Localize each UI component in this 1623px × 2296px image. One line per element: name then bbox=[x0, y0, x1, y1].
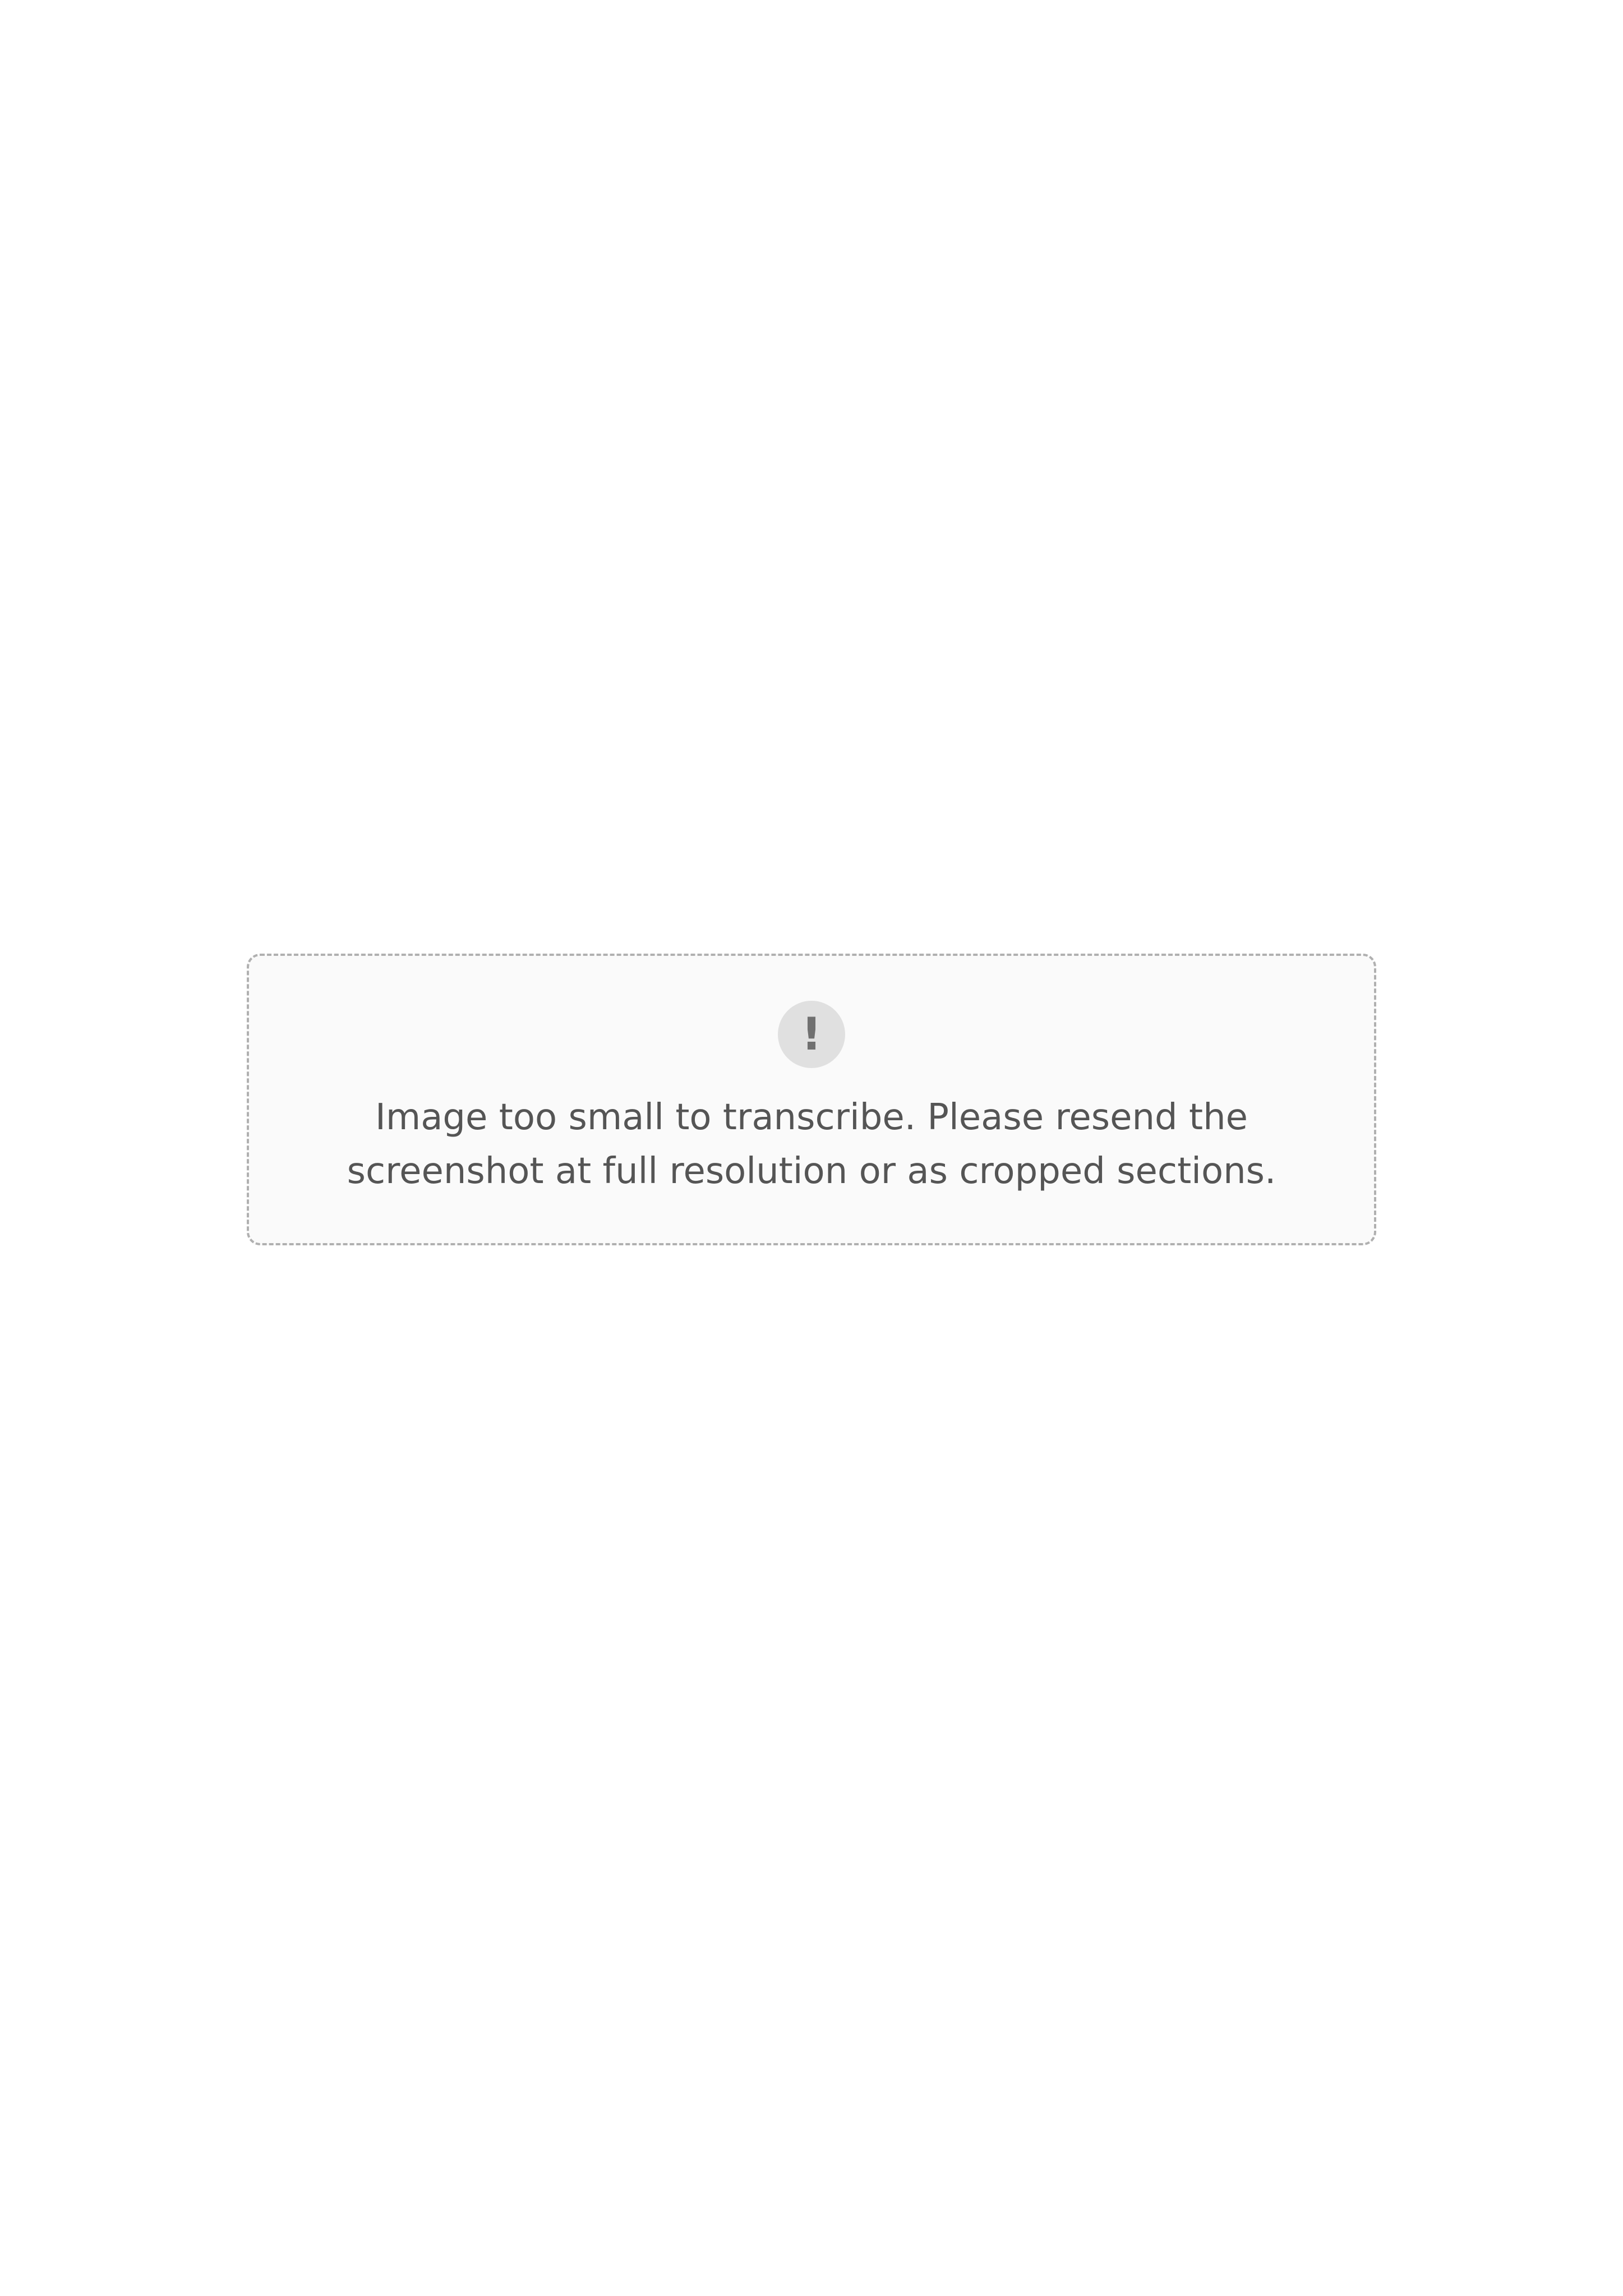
transcription-notice bbox=[247, 954, 1376, 1245]
warning-icon: ! bbox=[778, 1001, 845, 1068]
notice-text: Image too small to transcribe. Please resend the screenshot at full resolution or as cropped sections. bbox=[347, 1097, 1276, 1192]
